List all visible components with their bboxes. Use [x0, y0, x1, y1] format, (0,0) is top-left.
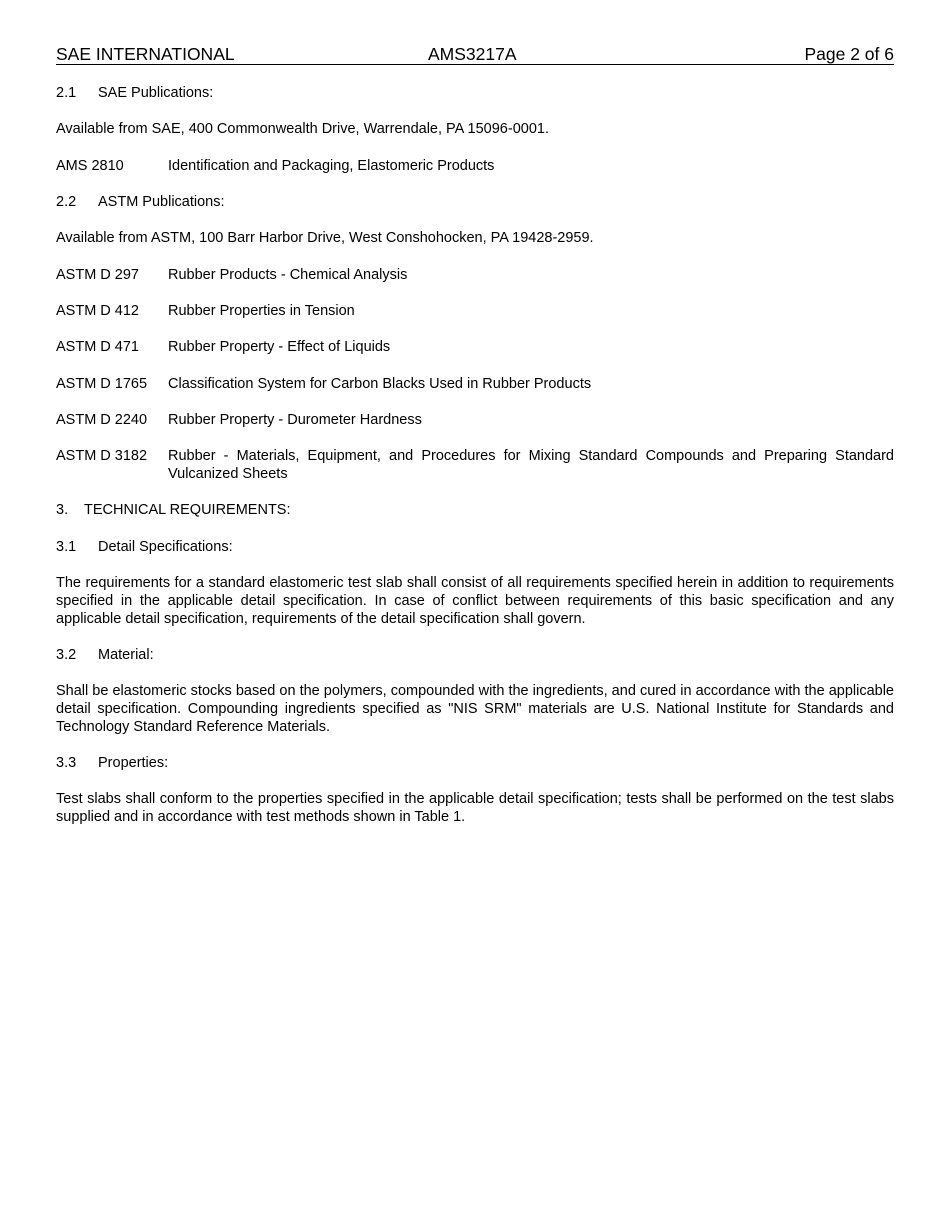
- reference-item: [56, 375, 894, 393]
- section-2-2-availability: Available from ASTM, 100 Barr Harbor Drive, West Conshohocken, PA 19428-2959.: [56, 230, 594, 246]
- section-title: Detail Specifications:: [98, 539, 233, 555]
- header-org: SAE INTERNATIONAL: [56, 44, 235, 64]
- reference-title: Rubber Property - Effect of Liquids: [168, 339, 391, 355]
- reference-title: Rubber Property - Durometer Hardness: [168, 412, 422, 428]
- reference-item: [56, 447, 894, 483]
- reference-item: [56, 266, 894, 284]
- reference-code: ASTM D 1765: [56, 376, 148, 392]
- section-number: 3.1: [56, 539, 77, 555]
- reference-title: Rubber - Materials, Equipment, and Procedures for Mixing Standard Compounds and Preparing Standard Vulcanized Sheets: [168, 448, 894, 482]
- reference-title: Identification and Packaging, Elastomeric Products: [168, 158, 495, 174]
- reference-code: AMS 2810: [56, 158, 124, 174]
- section-title: SAE Publications:: [98, 85, 214, 101]
- section-title: TECHNICAL REQUIREMENTS:: [84, 502, 291, 518]
- section-title: Material:: [98, 647, 154, 663]
- section-3-3-heading: [56, 754, 894, 772]
- reference-code: ASTM D 412: [56, 303, 139, 319]
- section-2-1-heading: [56, 84, 894, 102]
- header-page-number: Page 2 of 6: [804, 44, 894, 64]
- reference-code: ASTM D 3182: [56, 448, 148, 464]
- section-3-2-heading: [56, 646, 894, 664]
- reference-item: [56, 338, 894, 356]
- section-number: 3.2: [56, 647, 77, 663]
- section-number: 3.3: [56, 755, 77, 771]
- reference-code: ASTM D 2240: [56, 412, 148, 428]
- reference-item: [56, 411, 894, 429]
- section-title: ASTM Publications:: [98, 194, 225, 210]
- reference-item: [56, 302, 894, 320]
- reference-code: ASTM D 297: [56, 267, 139, 283]
- page-header: [56, 44, 894, 65]
- section-3-1-body: The requirements for a standard elastomeric test slab shall consist of all requirements specified herein in addition to requirements specified in the applicable detail specification. In case of conflict between requirements of this basic specification and any applicable detail specification, requirements of the detail specification shall govern.: [56, 575, 894, 627]
- reference-title: Rubber Products - Chemical Analysis: [168, 267, 408, 283]
- section-title: Properties:: [98, 755, 169, 771]
- section-number: 2.1: [56, 85, 77, 101]
- section-3-3-body: Test slabs shall conform to the properties specified in the applicable detail specification; tests shall be performed on the test slabs supplied and in accordance with test methods shown in Table 1.: [56, 791, 894, 825]
- header-doc-id: AMS3217A: [428, 44, 517, 64]
- section-number: 3.: [56, 502, 69, 518]
- section-3-2-body: Shall be elastomeric stocks based on the polymers, compounded with the ingredients, and cured in accordance with the applicable detail specification. Compounding ingredients specified as "NIS SRM" materials are U.S. National Institute for Standards and Technology Standard Reference Materials.: [56, 683, 894, 735]
- reference-title: Classification System for Carbon Blacks Used in Rubber Products: [168, 376, 592, 392]
- section-number: 2.2: [56, 194, 77, 210]
- reference-code: ASTM D 471: [56, 339, 139, 355]
- section-2-1-availability: Available from SAE, 400 Commonwealth Drive, Warrendale, PA 15096-0001.: [56, 121, 549, 137]
- reference-item: [56, 157, 894, 175]
- section-3-1-heading: [56, 538, 894, 556]
- section-3-heading: [56, 501, 894, 519]
- section-2-2-heading: [56, 193, 894, 211]
- reference-title: Rubber Properties in Tension: [168, 303, 355, 319]
